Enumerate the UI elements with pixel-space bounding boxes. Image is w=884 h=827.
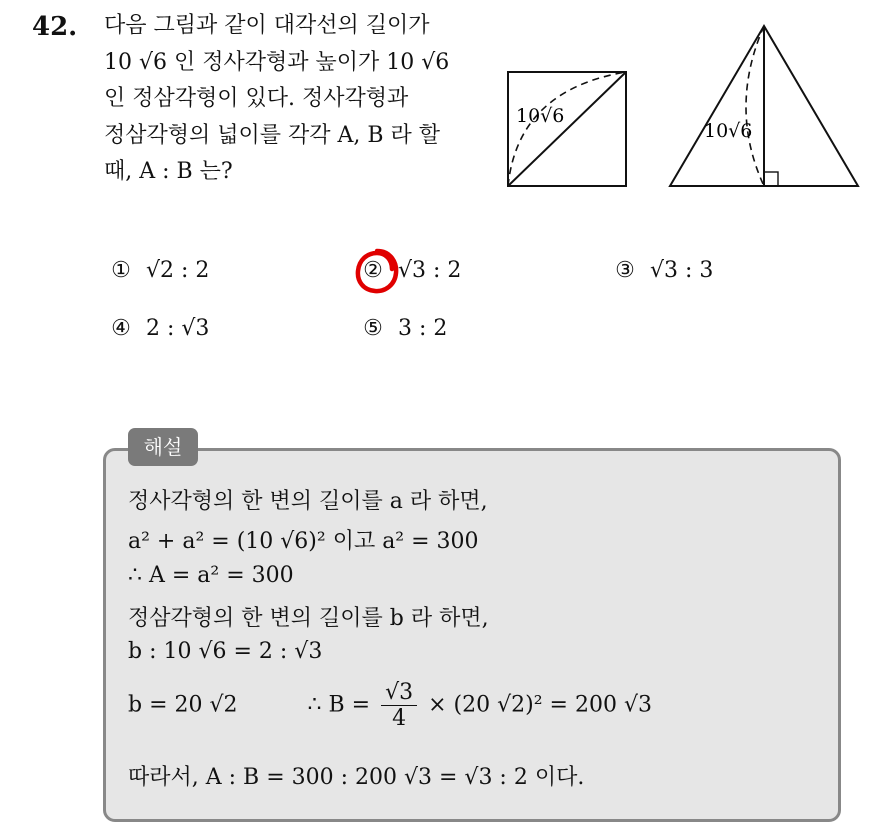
question-line: 때, A : B 는? (104, 159, 233, 184)
fraction-numerator: √3 (381, 680, 417, 706)
triangle-height-label: 10√6 (704, 120, 753, 142)
choice-1[interactable] (110, 258, 209, 283)
choice-number: ④ (111, 316, 131, 341)
choice-text: √3 : 3 (650, 258, 714, 283)
question-text (104, 8, 494, 191)
figures (500, 18, 870, 198)
question-line: 인 정삼각형이 있다. 정사각형과 (104, 86, 409, 111)
choice-number: ③ (615, 258, 635, 283)
choice-text: 3 : 2 (398, 316, 448, 341)
choice-text: √3 : 2 (398, 258, 462, 283)
solution-line: a² + a² = (10 √6)² 이고 a² = 300 (128, 529, 479, 554)
choice-number: ⑤ (363, 316, 383, 341)
fraction (381, 680, 417, 731)
choice-text: √2 : 2 (146, 258, 210, 283)
choice-number: ① (111, 258, 131, 283)
solution-b-therefore: ∴ B = (307, 692, 371, 718)
square-diagonal-label: 10√6 (516, 105, 565, 127)
fraction-denominator: 4 (392, 706, 407, 731)
choice-5[interactable] (362, 316, 447, 341)
choice-number: ② (363, 258, 383, 283)
triangle-figure (670, 26, 858, 186)
choice-text: 2 : √3 (146, 316, 210, 341)
choice-4[interactable] (110, 316, 209, 341)
question-line: 10 √6 인 정사각형과 높이가 10 √6 (104, 49, 450, 75)
solution-line-fraction (128, 680, 652, 731)
question-line: 정삼각형의 넓이를 각각 A, B 라 할 (104, 122, 441, 148)
solution-b-result: × (20 √2)² = 200 √3 (428, 692, 652, 718)
choice-3[interactable] (614, 258, 713, 283)
question-number: 42. (32, 12, 78, 42)
square-figure (508, 72, 626, 186)
solution-line: 정삼각형의 한 변의 길이를 b 라 하면, (128, 606, 489, 631)
solution-b-value: b = 20 √2 (128, 692, 238, 718)
solution-label: 해설 (128, 428, 198, 466)
solution-line: 따라서, A : B = 300 : 200 √3 = √3 : 2 이다. (128, 765, 585, 790)
solution-line: b : 10 √6 = 2 : √3 (128, 639, 323, 664)
solution-line: ∴ A = a² = 300 (128, 563, 294, 588)
solution-line: 정사각형의 한 변의 길이를 a 라 하면, (128, 489, 488, 514)
answer-mark-icon (353, 247, 401, 295)
question-line: 다음 그림과 같이 대각선의 길이가 (104, 13, 430, 38)
